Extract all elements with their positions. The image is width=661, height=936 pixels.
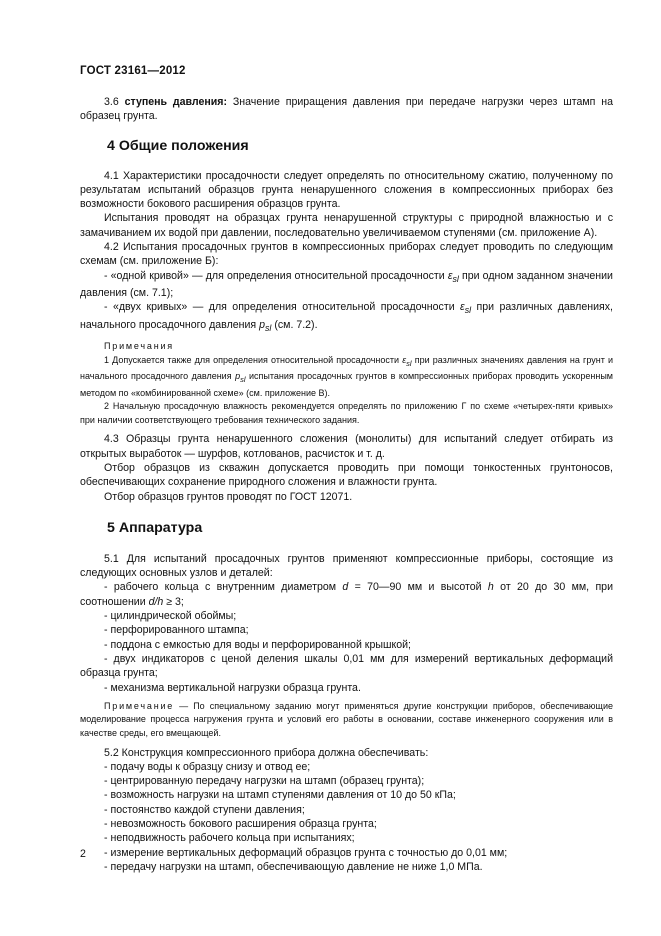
list-item: - цилиндрической обоймы; [104,610,237,623]
document-header: ГОСТ 23161—2012 [80,65,186,77]
list-item-ring: - рабочего кольца с внутренним диаметром d = 70—90 мм и высотой h от 20 до 30 мм, при соотношении d/h ≥ 3; [80,581,613,608]
list-item: - невозможность бокового расширения образца грунта; [104,818,377,831]
list-item: - возможность нагрузки на штамп ступенями давления от 10 до 50 кПа; [104,789,456,802]
list-item: - подачу воды к образцу снизу и отвод ее; [104,760,311,773]
list-item: - постоянство каждой ступени давления; [104,803,305,816]
bullet-two-curves: - «двух кривых» — для определения относительной просадочности $\varepsilon_{sl}$ при различных давлениях, начального просадочного давления $p_{sl}$ (см. 7.2). [80,301,613,333]
page-number: 2 [80,848,86,860]
bullet-one-curve: - «одной кривой» — для определения относительной просадочности $\varepsilon_{sl}$ при одном заданном значении давления (см. 7.1); [80,269,613,300]
note-5-1: Примечание — По специальному заданию могут применяться другие конструкции приборов, обеспечивающие моделирование процесса нагружения грунта и условий его работы в основании, составе инженерного сооружения или в качестве среды, его вмещающей. [80,700,613,738]
term-bold: ступень давления: [124,96,228,108]
paragraph-4-3-gost: Отбор образцов грунтов проводят по ГОСТ 12071. [104,490,353,503]
paragraph-5-2: 5.2 Конструкция компрессионного прибора должна обеспечивать: [104,746,429,759]
list-item: - передачу нагрузки на штамп, обеспечивающую давление не ниже 1,0 МПа. [104,860,483,873]
list-item: - перфорированного штампа; [104,624,249,637]
note-2: 2 Начальную просадочную влажность рекомендуется определять по приложению Г по схеме «четырех-пяти кривых» при наличии соответствующего требования технического задания. [80,401,613,425]
notes-title: Примечания [104,341,174,352]
note-1: 1 Допускается также для определения относительной просадочности $\varepsilon_{sl}$ при различных значениях давления на грунт и начального просадочного давления $p_{sl}$ испытания просадочных грунтов в компрессионных приборах проводить ускоренным методом по «комбинированной схеме» (см. приложение В). [80,354,613,398]
paragraph-4-2: 4.2 Испытания просадочных грунтов в компрессионных приборах следует проводить по следующим схемам (см. приложение Б): [80,241,613,268]
list-item: - поддона с емкостью для воды и перфорированной крышкой; [104,638,411,651]
list-item: - измерение вертикальных деформаций образцов грунта с точностью до 0,01 мм; [104,846,508,859]
list-item: - механизма вертикальной нагрузки образца грунта. [104,681,361,694]
document-body [80,95,613,874]
paragraph-4-1: 4.1 Характеристики просадочности следует определять по относительному сжатию, полученному по результатам испытаний образцов грунта ненарушенного сложения в компрессионных приборах без возможности бокового расширения образцов грунта. [80,169,613,211]
section-5-heading: 5 Аппаратура [107,519,203,536]
paragraph-5-1: 5.1 Для испытаний просадочных грунтов применяют компрессионные приборы, состоящие из следующих основных узлов и деталей: [80,552,613,580]
paragraph-4-3-cont: Отбор образцов из скважин допускается проводить при помощи тонкостенных грунтоносов, обеспечивающих сохранение природного сложения и влажности грунта. [80,461,613,489]
paragraph-4-3: 4.3 Образцы грунта ненарушенного сложения (монолиты) для испытаний следует отбирать из открытых выработок — шурфов, котлованов, расчисток и т. д. [80,433,613,460]
list-item: - центрированную передачу нагрузки на штамп (образец грунта); [104,775,425,788]
paragraph-4-1-cont: Испытания проводят на образцах грунта ненарушенной структуры с природной влажностью и с замачиванием их водой при давлении, последовательно увеличиваемом ступенями (см. приложение А). [80,212,613,239]
item-3-6: 3.6 ступень давления: Значение приращения давления при передаче нагрузки через штамп на образец грунта. [80,96,613,123]
section-4-heading: 4 Общие положения [107,137,249,154]
list-item: - неподвижность рабочего кольца при испытаниях; [104,832,355,845]
list-item: - двух индикаторов с ценой деления шкалы 0,01 мм для измерений вертикальных деформаций образца грунта; [80,652,613,680]
